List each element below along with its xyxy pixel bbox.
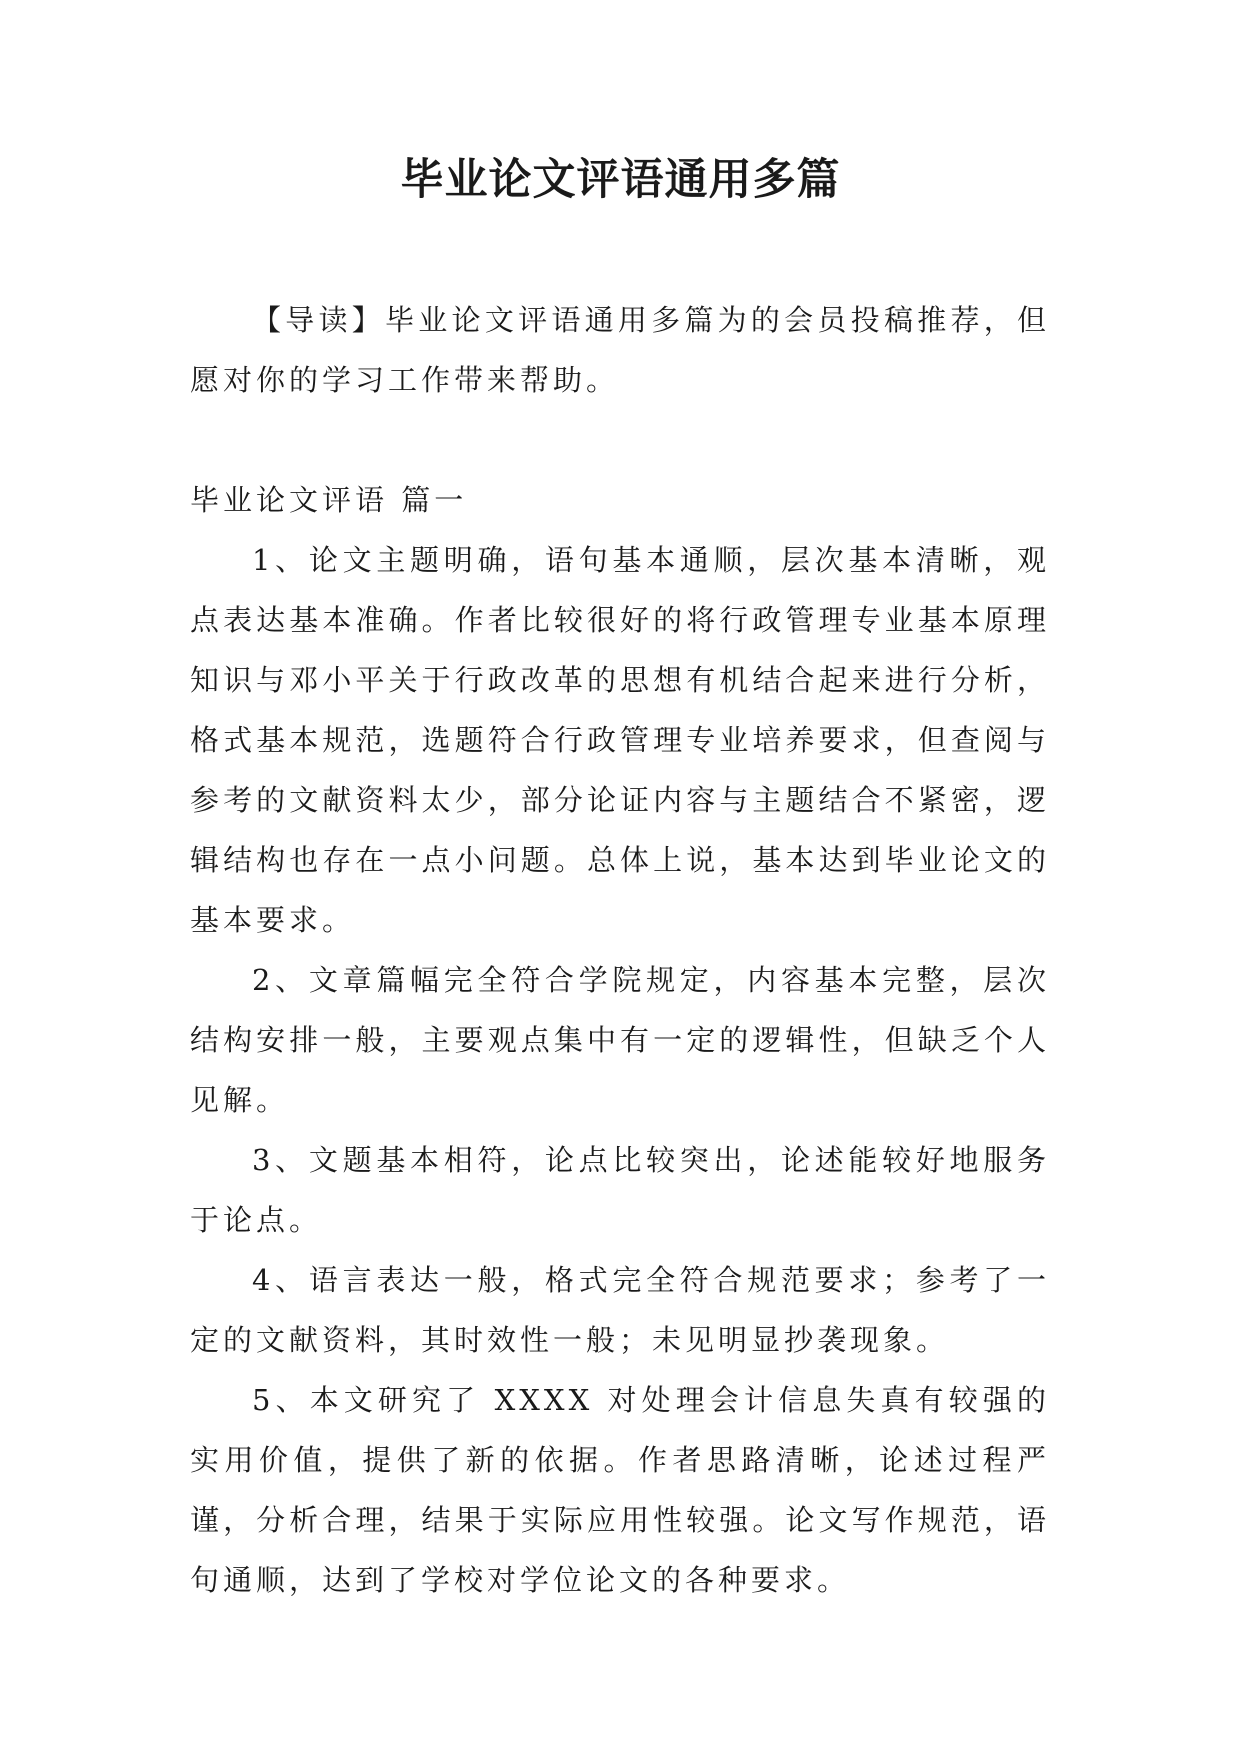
intro-paragraph: 【导读】毕业论文评语通用多篇为的会员投稿推荐，但愿对你的学习工作带来帮助。 bbox=[190, 303, 1050, 397]
section-heading: 毕业论文评语 篇一 bbox=[190, 483, 468, 517]
comment-item-3: 3、文题基本相符，论点比较突出，论述能较好地服务于论点。 bbox=[190, 1143, 1050, 1237]
comment-item-5: 5、本文研究了 XXXX 对处理会计信息失真有较强的实用价值，提供了新的依据。作者思路清晰，论述过程严谨，分析合理，结果于实际应用性较强。论文写作规范，语句通顺，达到了学校对学位论文的各种要求。 bbox=[190, 1383, 1050, 1597]
paragraph-spacer bbox=[190, 410, 1050, 470]
comment-item-2: 2、文章篇幅完全符合学院规定，内容基本完整，层次结构安排一般，主要观点集中有一定的逻辑性，但缺乏个人见解。 bbox=[190, 963, 1050, 1117]
comment-item-4: 4、语言表达一般，格式完全符合规范要求；参考了一定的文献资料，其时效性一般；未见明显抄袭现象。 bbox=[190, 1263, 1050, 1357]
comment-item-1: 1、论文主题明确，语句基本通顺，层次基本清晰，观点表达基本准确。作者比较很好的将行政管理专业基本原理知识与邓小平关于行政改革的思想有机结合起来进行分析，格式基本规范，选题符合行政管理专业培养要求，但查阅与参考的文献资料太少，部分论证内容与主题结合不紧密，逻辑结构也存在一点小问题。总体上说，基本达到毕业论文的基本要求。 bbox=[190, 543, 1050, 937]
document-body bbox=[190, 290, 1050, 1610]
document-title: 毕业论文评语通用多篇 bbox=[400, 155, 841, 205]
